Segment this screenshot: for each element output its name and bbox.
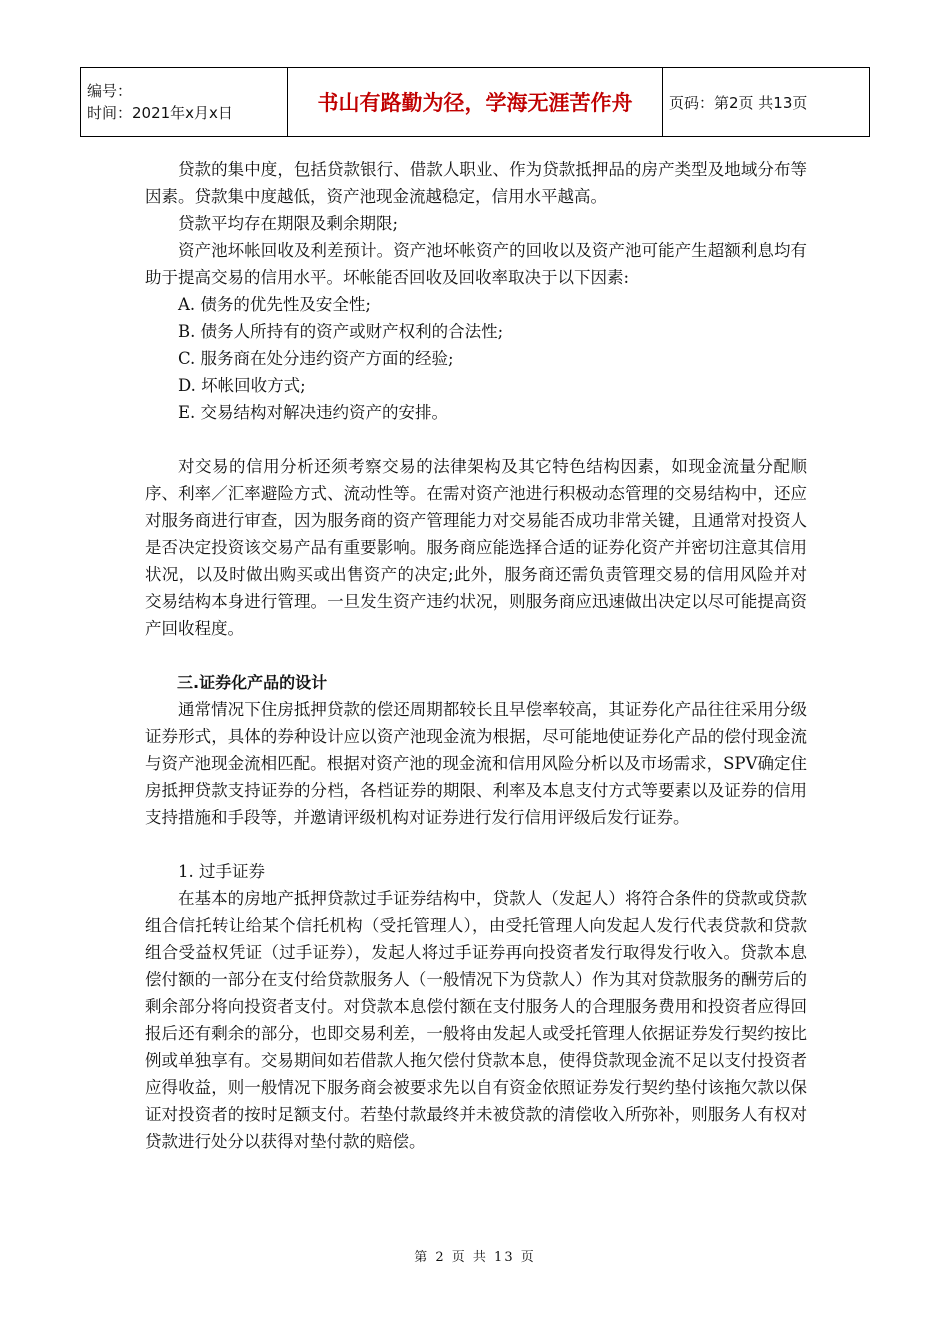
header-motto: 书山有路勤为径，学海无涯苦作舟 — [288, 68, 663, 137]
list-item: D. 坏帐回收方式; — [178, 376, 306, 395]
document-body — [145, 156, 807, 1155]
section-title: 三.证券化产品的设计 — [177, 673, 328, 692]
number-label: 编号： — [87, 82, 133, 100]
list-item: B. 债务人所持有的资产或财产权利的合法性; — [178, 322, 504, 341]
paragraph: 通常情况下住房抵押贷款的偿还周期都较长且早偿率较高，其证券化产品往往采用分级证券形式，具体的券种设计应以资产池现金流为根据，尽可能地使证券化产品的偿付现金流与资产池现金流相匹配。根据对资产池的现金流和信用风险分析以及市场需求，SPV确定住房抵押贷款支持证券的分档，各档证券的期限、利率及本息支付方式等要素以及证券的信用支持措施和手段等，并邀请评级机构对证券进行发行信用评级后发行证券。 — [145, 700, 807, 827]
paragraph: 在基本的房地产抵押贷款过手证券结构中，贷款人（发起人）将符合条件的贷款或贷款组合信托转让给某个信托机构（受托管理人），由受托管理人向发起人发行代表贷款和贷款组合受益权凭证（过手证券），发起人将过手证券再向投资者发行取得发行收入。贷款本息偿付额的一部分在支付给贷款服务人（一般情况下为贷款人）作为其对贷款服务的酬劳后的剩余部分将向投资者支付。对贷款本息偿付额在支付服务人的合理服务费用和投资者应得回报后还有剩余的部分，也即交易利差，一般将由发起人或受托管理人依据证券发行契约按比例或单独享有。交易期间如若借款人拖欠偿付贷款本息，使得贷款现金流不足以支付投资者应得收益，则一般情况下服务商会被要求先以自有资金依照证券发行契约垫付该拖欠款以保证对投资者的按时足额支付。若垫付款最终并未被贷款的清偿收入所弥补，则服务人有权对贷款进行处分以获得对垫付款的赔偿。 — [145, 889, 807, 1151]
page-footer: 第 2 页 共 13 页 — [414, 1250, 536, 1265]
header-meta — [81, 68, 288, 137]
paragraph: 贷款平均存在期限及剩余期限; — [178, 214, 399, 233]
paragraph: 资产池坏帐回收及利差预计。资产池坏帐资产的回收以及资产池可能产生超额利息均有助于提高交易的信用水平。坏帐能否回收及回收率取决于以下因素: — [145, 241, 807, 287]
list-item: C. 服务商在处分违约资产方面的经验; — [178, 349, 454, 368]
time-label: 时间：2021年x月x日 — [87, 104, 233, 122]
header-table — [80, 67, 870, 137]
list-item: E. 交易结构对解决违约资产的安排。 — [178, 403, 449, 422]
subsection-title: 1. 过手证券 — [178, 862, 265, 881]
paragraph: 对交易的信用分析还须考察交易的法律架构及其它特色结构因素，如现金流量分配顺序、利率／汇率避险方式、流动性等。在需对资产池进行积极动态管理的交易结构中，还应对服务商进行审查，因为服务商的资产管理能力对交易能否成功非常关键，且通常对投资人是否决定投资该交易产品有重要影响。服务商应能选择合适的证券化资产并密切注意其信用状况，以及时做出购买或出售资产的决定;此外，服务商还需负责管理交易的信用风险并对交易结构本身进行管理。一旦发生资产违约状况，则服务商应迅速做出决定以尽可能提高资产回收程度。 — [145, 457, 807, 638]
list-item: A. 债务的优先性及安全性; — [178, 295, 371, 314]
header-page-label: 页码：第2页 共13页 — [663, 68, 870, 137]
paragraph: 贷款的集中度，包括贷款银行、借款人职业、作为贷款抵押品的房产类型及地域分布等因素。贷款集中度越低，资产池现金流越稳定，信用水平越高。 — [145, 160, 807, 206]
